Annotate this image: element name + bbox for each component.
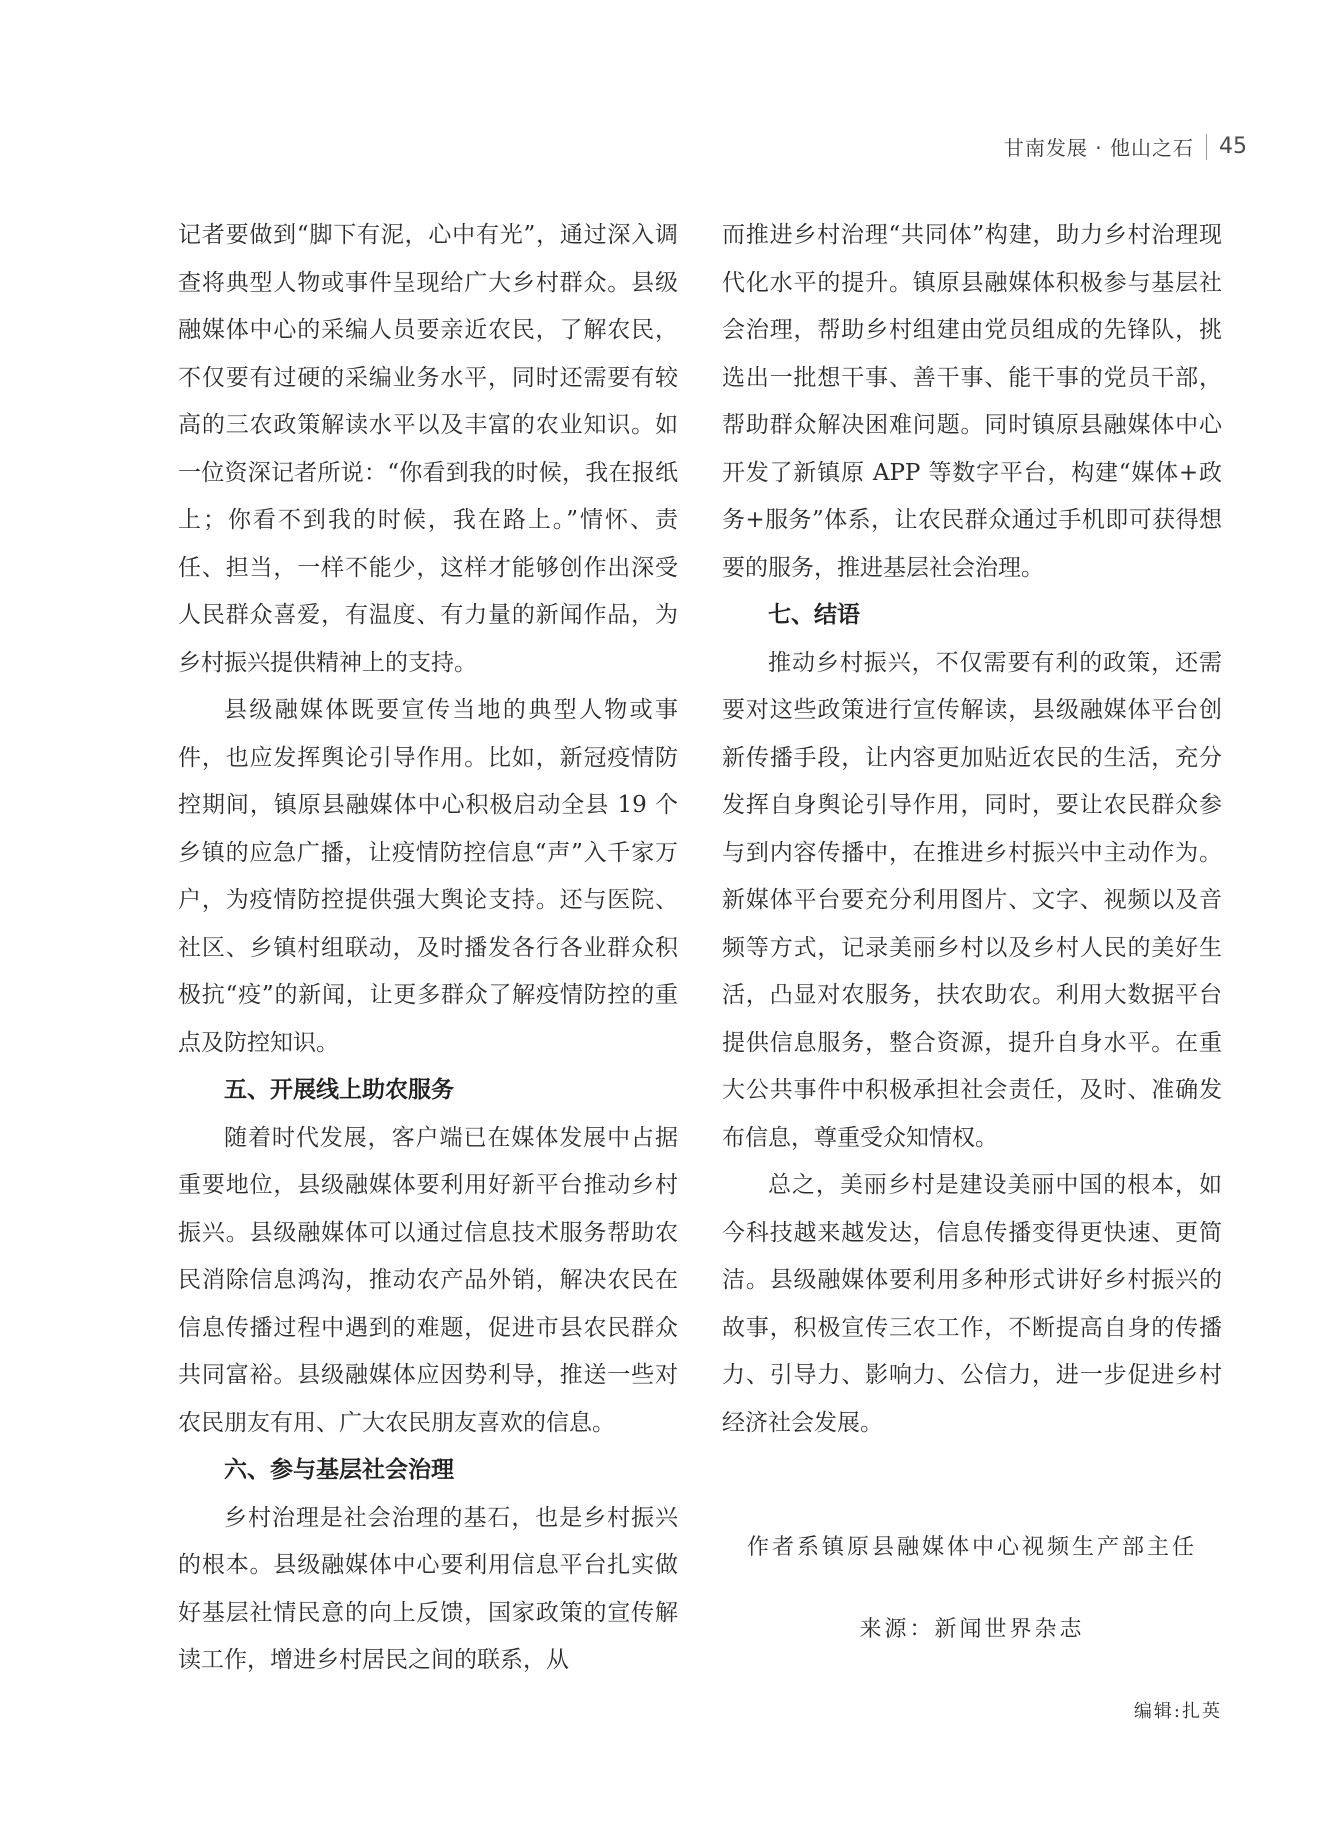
page-number: 45 bbox=[1219, 134, 1247, 159]
section-title: 甘南发展 · 他山之石 bbox=[1003, 136, 1194, 160]
editor-credit: 编辑:扎英 bbox=[1133, 1701, 1222, 1722]
paragraph-conclusion: 推动乡村振兴，不仅需要有利的政策，还需要对这些政策进行宣传解读，县级融媒体平台创新传播手段，让内容更加贴近农民的生活，充分发挥自身舆论引导作用，同时，要让农民群众参与到内容传播中，在推进乡村振兴中主动作为。新媒体平台要充分利用图片、文字、视频以及音频等方式，记录美丽乡村以及乡村人民的美好生活，凸显对农服务，扶农助农。利用大数据平台提供信息服务，整合资源，提升自身水平。在重大公共事件中积极承担社会责任，及时、准确发布信息，尊重受众知情权。 bbox=[722, 649, 1222, 1151]
section-heading-6: 六、参与基层社会治理 bbox=[224, 1457, 454, 1483]
author-note: 作者系镇原县融媒体中心视频生产部主任 bbox=[746, 1535, 1197, 1560]
section-heading-5: 五、开展线上助农服务 bbox=[224, 1077, 454, 1103]
paragraph-governance-continued: 而推进乡村治理“共同体”构建，助力乡村治理现代化水平的提升。镇原县融媒体积极参与基层社会治理，帮助乡村组建由党员组成的先锋队，挑选出一批想干事、善干事、能干事的党员干部，帮助群众解决困难问题。同时镇原县融媒体中心开发了新镇原 APP 等数字平台，构建“媒体+政务+服务”体系，让农民群众通过手机即可获得想要的服务，推进基层社会治理。 bbox=[722, 222, 1222, 581]
running-header bbox=[1004, 132, 1247, 161]
paragraph-governance: 乡村治理是社会治理的基石，也是乡村振兴的根本。县级融媒体中心要利用信息平台扎实做好基层社情民意的向上反馈，国家政策的宣传解读工作，增进乡村居民之间的联系，从 bbox=[178, 1504, 678, 1673]
section-heading-7: 七、结语 bbox=[768, 602, 860, 628]
paragraph-continued: 记者要做到“脚下有泥，心中有光”，通过深入调查将典型人物或事件呈现给广大乡村群众。县级融媒体中心的采编人员要亲近农民，了解农民，不仅要有过硬的采编业务水平，同时还需要有较高的三农政策解读水平以及丰富的农业知识。如一位资深记者所说：“你看到我的时候，我在报纸上；你看不到我的时候，我在路上。”情怀、责任、担当，一样不能少，这样才能够创作出深受人民群众喜爱，有温度、有力量的新闻作品，为乡村振兴提供精神上的支持。 bbox=[178, 222, 678, 676]
header-divider bbox=[1206, 134, 1207, 160]
paragraph-summary: 总之，美丽乡村是建设美丽中国的根本，如今科技越来越发达，信息传播变得更快速、更简洁。县级融媒体要利用多种形式讲好乡村振兴的故事，积极宣传三农工作，不断提高自身的传播力、引导力、影响力、公信力，进一步促进乡村经济社会发展。 bbox=[722, 1172, 1222, 1436]
right-column bbox=[722, 212, 1222, 1447]
paragraph-epidemic: 县级融媒体既要宣传当地的典型人物或事件，也应发挥舆论引导作用。比如，新冠疫情防控期间，镇原县融媒体中心积极启动全县 19 个乡镇的应急广播，让疫情防控信息“声”入千家万户，为疫情防控提供强大舆论支持。还与医院、社区、乡镇村组联动，及时播发各行各业群众积极抗“疫”的新闻，让更多群众了解疫情防控的重点及防控知识。 bbox=[178, 697, 678, 1056]
left-column bbox=[178, 212, 678, 1685]
paragraph-online-service: 随着时代发展，客户端已在媒体发展中占据重要地位，县级融媒体要利用好新平台推动乡村振兴。县级融媒体可以通过信息技术服务帮助农民消除信息鸿沟，推动农产品外销，解决农民在信息传播过程中遇到的难题，促进市县农民群众共同富裕。县级融媒体应因势利导，推送一些对农民朋友有用、广大农民朋友喜欢的信息。 bbox=[178, 1124, 678, 1436]
source-credit: 来源：新闻世界杂志 bbox=[859, 1617, 1085, 1642]
